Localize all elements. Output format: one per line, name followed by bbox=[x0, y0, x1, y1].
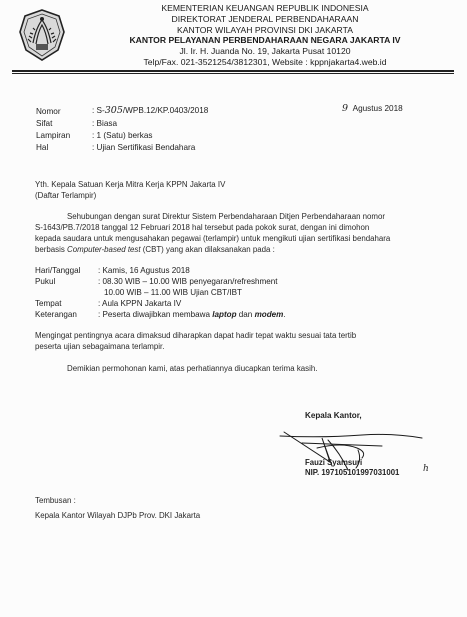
pukul-value-1: : 08.30 WIB – 10.00 WIB penyegaran/refreshment bbox=[98, 277, 278, 286]
cbt-term: Computer-based test bbox=[67, 245, 141, 254]
recipient-attachment-note: (Daftar Terlampir) bbox=[35, 191, 97, 200]
intro-line-4: berbasis Computer-based test (CBT) yang akan dilaksanakan pada : bbox=[35, 245, 275, 254]
hal-label: Hal bbox=[36, 143, 49, 152]
lampiran-value: : 1 (Satu) berkas bbox=[92, 131, 153, 140]
letterhead-ministry: KEMENTERIAN KEUANGAN REPUBLIK INDONESIA bbox=[161, 3, 369, 13]
letterhead-directorate: DIREKTORAT JENDERAL PERBENDAHARAAN bbox=[171, 13, 359, 24]
sifat-value: : Biasa bbox=[92, 119, 118, 128]
closing-line-1: Mengingat pentingnya acara dimaksud diharapkan dapat hadir tepat waktu sesuai tata tertib bbox=[35, 331, 357, 340]
hal-value: : Ujian Sertifikasi Bendahara bbox=[92, 143, 196, 152]
modem-term: modem bbox=[254, 310, 284, 319]
intro-line-3: kepada saudara untuk mengusahakan pegawai (terlampir) untuk mengikuti ujian sertifikasi bendahara bbox=[35, 234, 391, 243]
sifat-label: Sifat bbox=[36, 119, 53, 128]
nomor-label: Nomor bbox=[36, 107, 61, 116]
signatory-name: Fauzi Syamsuri bbox=[305, 458, 363, 467]
recipient-line: Yth. Kepala Satuan Kerja Mitra Kerja KPPN Jakarta IV bbox=[35, 180, 226, 189]
initial-handwritten: h bbox=[423, 464, 429, 474]
nomor-handwritten: 305 bbox=[104, 105, 123, 116]
tembusan-item: Kepala Kantor Wilayah DJPb Prov. DKI Jakarta bbox=[35, 511, 201, 520]
handwritten-signature-icon bbox=[262, 418, 452, 488]
keterangan-label: Keterangan bbox=[35, 310, 77, 319]
letterhead-divider-thin bbox=[12, 73, 454, 74]
closing-line-2: peserta ujian sebagaimana terlampir. bbox=[35, 342, 165, 351]
letter-date: 9 Agustus 2018 bbox=[342, 103, 403, 114]
kemenkeu-emblem-icon bbox=[14, 6, 70, 64]
pukul-label: Pukul bbox=[35, 277, 56, 286]
tembusan-label: Tembusan : bbox=[35, 496, 76, 505]
signatory-nip: NIP. 197105101997031001 bbox=[305, 468, 400, 477]
tempat-label: Tempat bbox=[35, 299, 62, 308]
letterhead-address: Jl. Ir. H. Juanda No. 19, Jakarta Pusat 10120 bbox=[179, 46, 351, 57]
lampiran-label: Lampiran bbox=[36, 131, 71, 140]
tempat-value: : Aula KPPN Jakarta IV bbox=[98, 299, 182, 308]
hari-value: : Kamis, 16 Agustus 2018 bbox=[98, 266, 190, 275]
letterhead-regional-office: KANTOR WILAYAH PROVINSI DKI JAKARTA bbox=[177, 24, 353, 35]
letterhead-contact: Telp/Fax. 021-3521254/3812301, Website : kppnjakarta4.web.id bbox=[143, 56, 387, 67]
laptop-term: laptop bbox=[212, 310, 237, 319]
letterhead-office: KANTOR PELAYANAN PERBENDAHARAAN NEGARA JAKARTA IV bbox=[129, 35, 401, 46]
intro-line-2: S-1643/PB.7/2018 tanggal 12 Februari 2018 hal tersebut pada pokok surat, dengan ini dimohon bbox=[35, 223, 370, 232]
nomor-value: : S-305/WPB.12/KP.0403/2018 bbox=[92, 105, 209, 116]
signatory-title: Kepala Kantor, bbox=[305, 411, 362, 420]
intro-line-1: Sehubungan dengan surat Direktur Sistem Perbendaharaan Ditjen Perbendaharaan nomor bbox=[67, 212, 386, 221]
closing-thanks: Demikian permohonan kami, atas perhatiannya diucapkan terima kasih. bbox=[67, 364, 318, 373]
hari-label: Hari/Tanggal bbox=[35, 266, 81, 275]
letterhead bbox=[75, 3, 455, 68]
letterhead-divider bbox=[12, 70, 454, 72]
keterangan-value: : Peserta diwajibkan membawa laptop dan modem. bbox=[98, 310, 286, 319]
date-handwritten: 9 bbox=[342, 103, 349, 114]
pukul-value-2: 10.00 WIB – 11.00 WIB Ujian CBT/IBT bbox=[104, 288, 242, 297]
